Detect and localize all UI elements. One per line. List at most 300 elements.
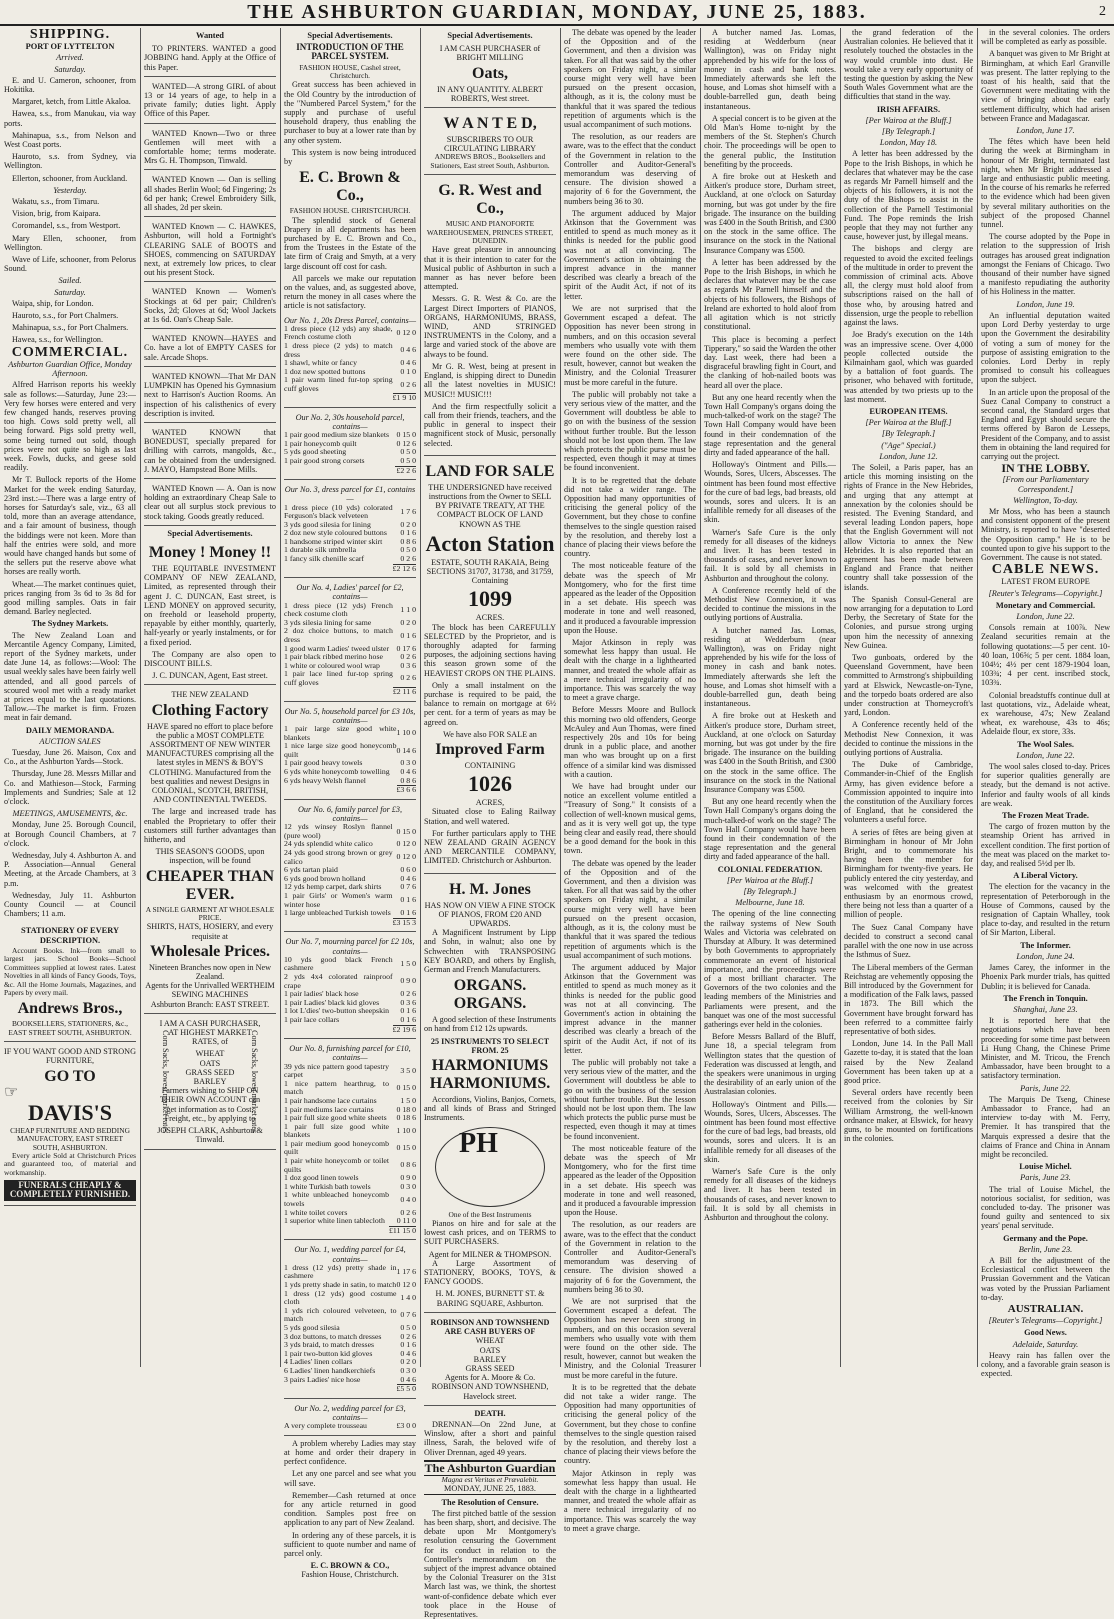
parcel-title: Our No. 3, dress parcel for £1, contains— — [284, 485, 416, 504]
wanted-ad: WANTED Known—Two or three Gentlemen will meet with a comfortable home; terms moderate. Mrs G. H. Thompson, Tinwald. — [144, 127, 276, 171]
cable-topic: The Informer. — [1020, 940, 1071, 950]
parcel-block — [284, 705, 416, 800]
editorial-text: The debate was opened by the leader of the Opposition and of the Government, and then a division was taken. For all that was said by the other speakers on Friday night, a similar course might very well have been pursued on the present occasion, although, as it is, the colony must be thankful that it was spared the tedious repetition of arguments which is the usual accompaniment of such motions. — [564, 28, 696, 130]
price-item: 4 Ladies' linen collars — [284, 1357, 353, 1367]
news-text: The course adopted by the Pope in relation to the suppression of Irish outrages has aroused great indignation amongst the Fenians of Chicago. Two thousand of their number have signed a manifesto repudiating the authority of his Holiness in the matter. — [981, 232, 1110, 297]
news-text: Holloway's Ointment and Pills.—Wounds, Sores, Ulcers, Abscesses. The ointment has been found most effective for the cure of bad legs, bad breasts, old wounds, sores and ulcers. It is an infallible remedy for all diseases of the skin. — [704, 460, 836, 525]
price-value: 0 2 6 — [400, 379, 416, 389]
news-text: A fire broke out at Hesketh and Aitken's produce store, Durham street, Auckland, at one o'clock on Saturday morning, but was got under by the fire brigade. The insurance on the building was £400 in the South British, and £300 on the stock in the same office. The insurance on the stock in the National Insurance Company was £500. — [704, 711, 836, 795]
dateline: London, June 24. — [1016, 951, 1075, 961]
davis-intro: IF YOU WANT GOOD AND STRONG FURNITURE, — [4, 1047, 136, 1066]
price-item: 1 pair white honeycomb or toilet quilts — [284, 1156, 389, 1174]
land-text: Situated close to Ealing Railway Station, and well watered. — [424, 807, 556, 826]
special-heading: Special Advertisements. — [307, 31, 393, 40]
instruments-line: 25 INSTRUMENTS TO SELECT FROM. 25 — [430, 1036, 550, 1055]
price-value: 0 4 6 — [400, 1374, 416, 1384]
wanted-ad: WANTED KNOWN that BONEDUST, specially prepared for drilling with carrots, mangolds, &c., can be obtained from the undersigned. J. MAYO, Hampstead Bone Mills. — [144, 426, 276, 479]
wholesale-heading: Wholesale Prices. — [150, 942, 270, 960]
price-total: £5 5 0 — [396, 1384, 416, 1394]
price-value: 1 10 0 — [396, 728, 416, 738]
stationery-ad — [4, 921, 136, 1042]
price-item: 3 pairs Ladies' nice hose — [284, 1374, 361, 1384]
death-text: DRENNAN—On 22nd June, at Winslow, after a short and painful illness, Sarah, the beloved wife of Oliver Drennan, aged 49 years. — [424, 1419, 556, 1457]
clark-ad — [144, 1017, 276, 1150]
davis-address: CHEAP FURNITURE AND BEDDING MANUFACTORY, EAST STREET SOUTH, ASHBURTON. — [10, 1125, 130, 1152]
price-item: 12 yds hemp carpet, dark shirts — [284, 882, 382, 892]
price-value: 0 15 0 — [396, 430, 416, 440]
telegraph-label: [By Telegraph.] — [881, 429, 936, 439]
news-text: The Marquis De Tseng, Chinese Ambassador to France, had an interview to-day with M. Ferry, Premier. It has transpired that the Marquis expressed a desire that the claims of France and China in Annam might be reconciled. — [981, 1094, 1110, 1159]
wanted-ad: WANTED Known — C. HAWKES, Ashburton, will hold a Fortnight's CLEARING SALE of BOOTS and SHOES, commencing on SATURDAY next, at extremely low prices, to clear out his present Stock. — [144, 220, 276, 282]
land-text: CONTAINING — [464, 760, 516, 770]
news-text: An influential deputation waited upon Lord Derby yesterday to urge upon the Government the desirability of voting a sum of money for the purpose of assisting emigration to the colonies. Lord Derby in reply promised to consult his colleagues upon the subject. — [981, 310, 1110, 385]
price-table — [284, 431, 416, 475]
land-text: THE UNDERSIGNED have received instructions from the Owner to SELL BY PRIVATE TREATY, AT THE COMPACT BLOCK OF LAND KNOWN AS THE — [428, 482, 552, 529]
price-value: 0 2 6 — [400, 1331, 416, 1341]
clothing-text: The large and increased trade has enabled the Proprietary to offer their customers still further advantages than hitherto, and — [144, 807, 276, 845]
parcel-block — [284, 483, 416, 578]
news-text: Holloway's Ointment and Pills.—Wounds, Sores, Ulcers, Abscesses. The ointment has been found most effective for the cure of bad legs, bad breasts, old wounds, sores and ulcers. It is an infallible remedy for all diseases of the skin. — [704, 1099, 836, 1164]
australian-heading: AUSTRALIAN. — [1007, 1303, 1084, 1315]
meetings-heading: MEETINGS, AMUSEMENTS, &c. — [12, 809, 128, 819]
memo-item: Wednesday, July 4. Ashburton A. and P. Association—Annual General Meeting, at the Arcade Chambers, at 3 p.m. — [4, 851, 136, 888]
price-item: 1 dress (12 yds) good costume cloth — [284, 1288, 397, 1307]
price-value: 0 5 0 — [400, 447, 416, 457]
price-value: 0 15 0 — [396, 826, 416, 836]
price-value: 0 2 0 — [400, 519, 416, 529]
column-7 — [840, 28, 977, 1367]
price-row — [284, 1191, 416, 1208]
acres-label: ACRES, — [475, 798, 505, 808]
jones-text: H. M. JONES, BURNETT ST. & BARING SQUARE, Ashburton. — [435, 1289, 545, 1308]
shipping-item: Coromandel, s.s., from Westport. — [12, 221, 121, 231]
page-number: 2 — [1099, 4, 1106, 19]
price-total-label — [284, 786, 397, 795]
commercial-heading: COMMERCIAL. — [11, 344, 129, 360]
day-label: Saturday. — [54, 287, 86, 297]
price-value: 0 9 0 — [400, 976, 416, 986]
memo-item: Thursday, June 28. Messrs Millar and Co. and Mathieson—Stock, Farming Implements and Sundries; Sale at 12 o'clock. — [4, 769, 136, 807]
music-ad — [424, 178, 556, 455]
cable-heading: CABLE NEWS. — [991, 562, 1100, 578]
telegraph-label: [By Telegraph.] — [881, 127, 936, 137]
price-item: 1 nice large size good honeycomb quilt — [284, 741, 397, 759]
price-value: 0 3 0 — [400, 758, 416, 768]
cable-topic: The French in Tonquin. — [1003, 993, 1088, 1003]
price-item: 1 superior white linen tablecloth — [284, 1216, 385, 1226]
dateline: Adelaide, Saturday. — [1012, 1339, 1079, 1349]
price-item: 1 pair mediums lace curtains — [284, 1104, 374, 1114]
parcel-title: Our No. 7, mourning parcel for £2 10s, contains— — [285, 937, 415, 956]
clothing-text: Agents for the Unrivalled WERTHEIM SEWING MACHINES — [145, 981, 275, 1000]
price-item: 1 pair black ribbed merino hose — [284, 652, 383, 662]
price-item: 24 yds good strong brown or grey calico — [284, 848, 393, 866]
grain-item: OATS — [199, 1058, 221, 1068]
land-text: We have also FOR SALE an — [443, 729, 537, 739]
news-text: Consols remain at 100⅞. New Zealand securities remain at the following quotations:—5 per cent. 10-40 loan, 106⅝; 5 per cent. 1884 loan, 104½; 4½ per cent 1879-1904 loan, 103¾; 4 per cent. inscribed stock, 103¾. — [981, 623, 1110, 688]
brown-heading: E. C. Brown & Co., — [299, 169, 401, 205]
jones-text: HAS NOW ON VIEW A FINE STOCK OF PIANOS, FROM £20 AND UPWARDS. — [424, 900, 556, 929]
parcel-text: The splendid stock of General Drapery in all departments has been purchased by E. C. Brown and Co., from the Trustees in the Estate of the late firm of Craig and Smyth, at a very large discount off cost for cash. — [284, 215, 416, 271]
price-item: 1 pair lace collars — [284, 1015, 340, 1025]
news-text: James Carey, the informer in the Phoenix Park murder trials, has quitted Dublin; it is believed for Canada. — [981, 963, 1110, 991]
cable-topic: The Frozen Meat Trade. — [1002, 811, 1089, 821]
news-text: The trial of Louise Michel, the notorious socialist, for sedition, was concluded to-day. The prisoner was found guilty and sentenced to six years' penal servitude. — [981, 1184, 1110, 1231]
price-item: 1 pair ladies' black hose — [284, 989, 359, 999]
irish-sub: [Per Wairoa at the Bluff.] — [865, 115, 952, 125]
price-total: £3 15 3 — [392, 917, 416, 927]
price-total-row — [284, 1025, 416, 1034]
shipping-item: Mary Ellen, schooner, from Wellington. — [4, 233, 136, 252]
land-ad — [424, 459, 556, 874]
price-item: 6 Ladies' linen handkerchiefs — [284, 1365, 376, 1375]
price-value: 0 12 0 — [396, 852, 416, 862]
stationery-heading: STATIONERY OF EVERY DESCRIPTION. — [20, 926, 120, 945]
price-row — [284, 909, 416, 918]
price-item: 2 doz new style coloured buttons — [284, 528, 387, 538]
west-sub: MUSIC AND PIANOFORTE WAREHOUSEMEN, PRINCES STREET, DUNEDIN. — [426, 219, 554, 246]
price-table — [284, 602, 416, 697]
price-total-row — [284, 688, 416, 697]
price-item: 1 pair full size good white blankets — [284, 1121, 389, 1140]
price-row — [284, 1080, 416, 1097]
jones-text: One of the Best Instruments — [448, 1209, 532, 1219]
price-item: 1 shawl, white or fancy — [284, 358, 357, 368]
commercial-para: Mr T. Bullock reports of the Home Market for the week ending Saturday, 23rd inst.:—There was a large entry of horses for Saturday's sale, viz., 63 all told, more than an average attendance, and a fair amount of business, though the biddings were not keen. More than half the entries were sold, and more would have changed hands but some of the sellers put the reserve above what horses are really worth. — [4, 475, 136, 577]
price-total-label — [284, 688, 393, 697]
acton-heading: Acton Station — [425, 530, 555, 556]
price-value: 0 4 6 — [400, 873, 416, 883]
shipping-item: Wakatu, s.s., from Timaru. — [12, 197, 100, 207]
parcel-title: Our No. 1, 20s Dress Parcel, contains— — [284, 315, 416, 325]
organs-heading: ORGANS. ORGANS. — [453, 977, 527, 1013]
sailed-label: Sailed. — [58, 276, 82, 286]
grain-item: GRASS SEED — [185, 1067, 235, 1077]
price-table — [284, 1063, 416, 1236]
day-label: Yesterday. — [53, 185, 87, 195]
column-6 — [700, 28, 840, 1367]
improved-heading: Improved Farm — [435, 740, 545, 758]
price-item: 2 doz choice buttons, to match dress — [284, 626, 393, 645]
parcel-text: This system is now being introduced by — [284, 147, 416, 167]
west-text: And the firm respectfully solicit a call from their friends, teachers, and the public in general to inspect their magnificent stock of Music, personally selected. — [424, 401, 556, 448]
price-value: 0 1 6 — [400, 528, 416, 538]
price-total: £3 6 6 — [396, 785, 416, 795]
news-text: Several orders have recently been received from the colonies by Sir William Armstrong, the well-known ordnance maker, at Elswick, for heavy guns, to be mounted on fortifications in the colonies. — [844, 1088, 973, 1144]
price-total-row — [284, 1226, 416, 1235]
parcel-title: Our No. 6, family parcel for £3, contains— — [297, 804, 403, 824]
editorial-text: We are not surprised that the Government escaped a defeat. The Opposition has never been strong in numbers, and on this occasion several members who usually vote with them were found on the other side. The result, however, cannot but weaken the Ministry, and the Colonial Treasurer must be more careful in the future. — [564, 1297, 696, 1380]
clark-name: JOSEPH CLARK, Ashburton & Tinwald. — [157, 1126, 263, 1145]
dateline: Berlin, June 23. — [1018, 1244, 1073, 1254]
federation-heading: COLONIAL FEDERATION. — [717, 864, 823, 874]
price-row — [284, 1157, 416, 1174]
federation-sub: [Per Wairoa at the Bluff.] — [726, 875, 814, 885]
news-text: London, June 14. In the Pall Mall Gazette to-day, it is stated that the loan raised by the New Zealand Government has been taken up at a good price. — [844, 1039, 973, 1085]
news-text: A Conference recently held of the Methodist New Connexion, it was decided to continue the missions in the outlying portions of Australia. — [704, 585, 836, 623]
price-item: 1 pair lace lined fur-top spring cuff gloves — [284, 669, 393, 688]
shipping-item: Wave of Life, schooner, from Pelorus Sound. — [4, 255, 136, 274]
cable-sub: LATEST FROM EUROPE — [1001, 577, 1090, 587]
land-text: Only a small instalment on the purchase is required to be paid, the balance to remain on mortgage at 6½ per cent. for a term of years as may be agreed on. — [424, 680, 556, 727]
money-agent: J. C. DUNCAN, Agent, East street. — [152, 671, 268, 681]
lobby-heading: IN THE LOBBY. — [1001, 461, 1090, 476]
price-row — [284, 376, 416, 393]
andrews-heading: Andrews Bros., — [17, 1000, 123, 1018]
news-text: A butcher named Jas. Lomas, residing at Wedderburn (near Wallington), was on Friday night apprehended by his wife for the loss of money in cash and bank notes. Immediately afterwards she left the house, and Lomas shot himself with a double-barrelled gun, death being instantaneous. — [704, 625, 836, 709]
price-item: 1 pair full size good white sheets — [284, 1113, 387, 1123]
shipping-item: Vision, brig, from Kaipara. — [12, 209, 101, 219]
news-text: Warner's Safe Cure is the only remedy for all diseases of the kidneys and liver. It has been tested in thousands of cases, and never known to fail. It is sold by all chemists in Ashburton and throughout the colony. — [704, 1166, 836, 1222]
special-heading: Special Advertisements. — [447, 31, 533, 40]
shipping-item: Hauroto, s.s. from Sydney, via Wellington. — [4, 152, 136, 171]
price-value: 0 18 0 — [396, 1104, 416, 1114]
price-total: £2 12 6 — [392, 563, 416, 573]
acres-label: ACRES. — [475, 613, 505, 623]
dateline: London, June 19. — [1016, 299, 1075, 309]
library-text: SUBSCRIBERS TO OUR CIRCULATING LIBRARY — [443, 135, 537, 154]
editorial-text: It is to be regretted that the debate did not take a wider range. The Opposition had many opportunities of criticising the general policy of the Government, but they chose to confine themselves to the single question raised by the resolution, and thereby lost a chance of placing their views before the country. — [564, 475, 696, 559]
price-total-row — [284, 918, 416, 927]
price-item: 1 pair honeycomb quilt — [284, 438, 357, 448]
price-value: 0 12 6 — [396, 438, 416, 448]
cable-topic: Monetary and Commercial. — [995, 600, 1096, 610]
price-value: 3 5 0 — [400, 1065, 416, 1075]
commercial-sub: Ashburton Guardian Office, Monday Afternoon. — [8, 359, 132, 379]
emblem-letters: PH — [459, 1127, 498, 1159]
price-item: 1 pair Ladies' black kid gloves — [284, 997, 380, 1007]
parcel-text: All parcels we make our reputation on the values, and, as suggested above, return the money in all cases where the article is not satisfactory. — [284, 273, 416, 311]
commercial-para: Alfred Harrison reports his weekly sale as follows:—Saturday, June 23:—Very few horses were entered and very few changed hands, reserves proving too high. Cows sold pretty well, all being forward. Pigs sold pretty well, some being turned out sold, though prices were not quite so high as last week. Fowls, ducks, and geese sold readily. — [4, 380, 136, 473]
price-item: 3 yds good silesia for lining — [284, 519, 371, 529]
price-total-row — [284, 394, 416, 403]
dateline: Wellington, To-day. — [1013, 495, 1078, 505]
price-table — [284, 325, 416, 403]
money-text: The Company are also open to DISCOUNT BILLS. — [144, 649, 276, 668]
price-value: 1 5 0 — [400, 1095, 416, 1105]
clothing-heading: Clothing Factory — [151, 701, 269, 719]
price-item: 1 dress piece (10 yds) colorated Ferguson's black velveteen — [284, 502, 393, 521]
shipping-item: Hauroto, s.s., for Port Chalmers. — [12, 311, 119, 321]
parcel-list — [284, 314, 416, 1436]
price-value: 0 1 6 — [400, 1006, 416, 1016]
wanted-ad: WANTED Known — A. Oan is now holding an extraordinary Cheap Sale to clear out all surplus stock previous to stock taking. Goods greatly reduced. — [144, 482, 276, 526]
oats-heading: Oats, — [472, 64, 508, 82]
cable-topic: Germany and the Pope. — [1003, 1233, 1088, 1243]
news-text: A series of fêtes are being given at Birmingham in honour of Mr John Bright, and to commemorate his having been the member for Birmingham for twenty-five years. He publicly entered the city yesterday, and was welcomed with the greatest enthusiasm by an enormous crowd, there being not less than a quarter of a million of people. — [844, 827, 973, 920]
column-1 — [0, 28, 140, 1367]
price-row — [284, 670, 416, 687]
parcel-heading: INTRODUCTION OF THE PARCEL SYSTEM. — [296, 42, 404, 62]
price-value: 0 5 0 — [400, 1322, 416, 1332]
price-item: 5 yds good sheeting — [284, 447, 347, 457]
price-value: 0 7 6 — [400, 1310, 416, 1320]
column-8 — [977, 28, 1114, 1379]
price-item: 3 yds silesia lining for same — [284, 617, 372, 627]
price-value: 0 11 0 — [396, 1216, 416, 1226]
price-value: 0 1 6 — [400, 908, 416, 918]
news-text: Colonial breadstuffs continue dull at last quotations, viz., Adelaide wheat, ex warehouse, 47s; New Zealand wheat, ex warehouse, 43s to 46s; Adelaide flour, ex store, 33s. — [981, 690, 1110, 737]
news-text: The Suez Canal Company have decided to construct a second canal parallel with the one now in use across the Isthmus of Suez. — [844, 922, 973, 960]
price-item: 1 durable silk umbrella — [284, 545, 357, 555]
price-value: 0 15 0 — [396, 1143, 416, 1153]
price-value: 0 1 6 — [400, 1340, 416, 1350]
price-table — [284, 823, 416, 927]
news-text: The Duke of Cambridge, Commander-in-Chief of the English Army, has given evidence before a Commission appointed to inquire into the constitution of the Auxiliary forces of England, that he considered the volunteers a useful force. — [844, 760, 973, 825]
column-2 — [140, 28, 280, 1367]
news-text: A special concert is to be given at the Old Man's Home to-night by the members of the St. Stephen's Church choir. The proceedings will be open to the general public, the Institution benefiting by the proceeds. — [704, 113, 836, 169]
price-row — [284, 555, 416, 564]
price-table — [284, 504, 416, 574]
clothing-text: Ashburton Branch: EAST STREET. — [150, 999, 270, 1009]
price-value: 0 17 6 — [396, 643, 416, 653]
news-text: The fêtes which have been held during the week at Birmingham in honour of Mr Bright, terminated last night, when Mr Bright addressed a large and enthusiastic public meeting. In the course of his remarks he referred to the evidence which had been given by several military authorities on the subject of the proposed Channel tunnel. — [981, 137, 1110, 230]
shipping-item: Margaret, ketch, from Little Akaloa. — [12, 97, 131, 107]
wanted-ad: WANTED Known — Oan is selling all shades Berlin Wool; 6d Fingering; 2s 6d per hank; Crewel Embroidery Silk, all shades, 2d per skein. — [144, 173, 276, 217]
price-item: 1 fancy silk chenille scarf — [284, 554, 365, 564]
news-text: A letter has been addressed by the Pope to the Irish Bishops, in which he declares that whatever may be the case as regards Mr Parnell himself and the objects of his followers, it is not the duty of the Bishops to assist in the collection of the Parnell Testimonial Fund. The Pope reminds the Irish people that they may not further any cause, however just, by illegal means. — [844, 149, 973, 242]
price-value: 0 12 0 — [396, 1280, 416, 1290]
price-total-row — [284, 786, 416, 795]
price-item: 1 pair handsome lace curtains — [284, 1095, 377, 1105]
price-item: 1 nice pattern hearthrug, to match — [284, 1078, 389, 1097]
money-ad — [144, 540, 276, 685]
news-text: the grand federation of the Australian colonies. He believed that it resolutely touched the obstacles in the way would crumble into dust. He would take a very early opportunity of testing the question by asking the New South Wales Government what are the difficulties that stand in the way. — [844, 28, 973, 102]
price-item: 1 dress piece (12 yds) any shade, French costume cloth — [284, 323, 393, 342]
price-item: 1 dress piece (12 yds) French check costume cloth — [284, 600, 393, 619]
editorial-text: We have had brought under our notice an excellent volume entitled a "Treasury of Song." It consists of a collection of well-known musical gems, and as it is very well got up, the type being clear and easily read, there should be a good demand for the book in this town. — [564, 782, 696, 856]
oats-ad — [424, 42, 556, 108]
land-text: For further particulars apply to THE NEW ZEALAND GRAIN AGENCY AND MERCANTILE COMPANY, LIMITED. Christchurch or Ashburton. — [424, 828, 556, 866]
price-value: £3 0 0 — [396, 1421, 416, 1431]
price-total-label — [284, 1226, 389, 1235]
special-label: ("Age" Special.) — [881, 440, 936, 450]
andrews-address: BOOKSELLERS, STATIONERS, &c., EAST STREET SOUTH, ASHBURTON. — [8, 1019, 132, 1037]
price-table — [284, 725, 416, 795]
acres-number: 1026 — [468, 771, 512, 797]
news-text: The bishops and clergy are requested to avoid the excited feelings of the multitude in order to prevent the commission of criminal acts. Above all, the clergy must hold aloof from subscriptions raised on the hall of those who, by arousing hatred and dissension, urge the people to rebellion against the laws. — [844, 244, 973, 328]
acres-number: 1099 — [468, 586, 512, 612]
wanted-ad: WANTED—A strong GIRL of about 13 or 14 years of age, to help in a private family; duties light. Apply Office of this Paper. — [144, 80, 276, 124]
editorial-text: The most noticeable feature of the debate was the speech of Mr Montgomery, who for the first time appeared as the leader of the Opposition in a set debate. His speech was moderate in tone and well reasoned, and it produced a favourable impression upon the House. — [564, 561, 696, 635]
news-text: The wool sales closed to-day. Prices for superior qualities generally are steady, but the demand is not active. Inferior and faulty wools of all kinds are weak. — [981, 762, 1110, 808]
pointing-hand-icon: ☞ — [4, 1083, 19, 1101]
price-item: 1 pair large size good white blankets — [284, 724, 397, 742]
price-item: 39 yds nice pattern good tapestry carpet — [284, 1061, 389, 1080]
price-item: 6 yds heavy Welsh flannel — [284, 775, 366, 785]
price-row — [284, 1290, 416, 1307]
clothing-ad — [144, 688, 276, 1013]
parcel-block — [284, 1243, 416, 1398]
price-total-label — [284, 466, 395, 475]
editorial-text: The resolution, as our readers are aware, was to the effect that the conduct of the Government in relation to the Controller and Auditor-General's memorandum was deserving of censure. The division showed a majority of 6 for the Government, the numbers being 36 to 30. — [564, 132, 696, 206]
stationery-text: Account Books. Ink—from small to largest jars. School Books—School Committees supplied at lowest rates. Latest Novelties in all kinds of Fancy Goods, Toys, &c. All the Home Journals, Magazines, and Papers by every mail. — [4, 945, 136, 997]
parcel-text: Great success has been achieved in the Old Country by the introduction of the "Numbered Parcel System," for the supply and purchase of useful household drapery, thus enabling the purchaser to buy at a lower rate than by any other system. — [284, 80, 416, 145]
special-heading: Special Advertisements. — [167, 528, 253, 538]
price-value: 0 8 6 — [400, 1160, 416, 1170]
price-item: 1 yds rich coloured velveteen, to match — [284, 1305, 397, 1324]
clothing-text: HAVE spared no effort to place before the public a MOST COMPLETE ASSORTMENT OF NEW WINTER MANUFACTURES comprising all the latest styles in MEN'S & BOY'S CLOTHING. Manufactured from the best qualities and newest Designs in COLONIAL, SCOTCH, BRITISH, AND CONTINENTAL TWEEDS. — [146, 721, 274, 805]
parcel-title: Our No. 2, 30s household parcel, contains— — [295, 412, 405, 431]
west-text: Have great pleasure in announcing that it is their intention to cater for the Musical public of Ashburton in such a manner as has never before been attempted. — [424, 245, 556, 292]
dateline: London, June 22. — [1016, 750, 1075, 760]
price-item: 10 yds good black French cashmere — [284, 954, 393, 973]
column-4 — [420, 28, 560, 1619]
editorial-heading: The Resolution of Censure. — [441, 1497, 539, 1507]
price-item: 1 pair two-button kid gloves — [284, 1348, 373, 1358]
price-row — [284, 627, 416, 644]
news-text: Heavy rain has fallen over the colony, and a favorable grain season is expected. — [981, 1350, 1110, 1379]
price-value: 1 17 6 — [396, 1267, 416, 1277]
piano-emblem — [435, 1127, 545, 1207]
masthead — [0, 0, 1114, 26]
price-value: 0 12 0 — [396, 839, 416, 849]
shipping-item: Hawea, s.s., for Wellington. — [12, 335, 104, 345]
news-text: Joe Brady's execution on the 14th was an impressive scene. Over 4,000 people collected outside the Kilmainham gaol, which was guarded by a battalion of foot guards. The prisoner, who behaved with fortitude, was attended by two priests up to the last moment. — [844, 330, 973, 404]
european-sub: [Per Wairoa at the Bluff.] — [865, 418, 952, 428]
news-text: A banquet was given to Mr Bright at Birmingham, at which Earl Granville was present. The latter replying to the toast of his health, said that the Government were meditating with the view of bringing about the early settlement difficulty, which had arisen between France and Madagascar. — [981, 49, 1110, 123]
price-total: £2 19 6 — [392, 1024, 416, 1034]
price-value: 1 1 0 — [400, 604, 416, 614]
editorial-text: We are not surprised that the Government escaped a defeat. The Opposition has never been strong in numbers, and on this occasion several members who usually vote with them were found on the other side. The result, however, cannot but weaken the Ministry, and the Colonial Treasurer must be more careful in the future. — [564, 303, 696, 387]
davis-ad — [4, 1045, 136, 1205]
price-value: 0 3 0 — [400, 1365, 416, 1375]
wanted-ad: TO PRINTERS. WANTED a good JOBBING hand. Apply at the Office of this Paper. — [144, 42, 276, 77]
price-value: 0 7 6 — [400, 882, 416, 892]
guardian-date: MONDAY, JUNE 25, 1883. — [424, 1484, 556, 1494]
news-text: A Bill for the adjustment of the Ecclesiastical conflict between the Prussian Government and the Vatican was voted by the Prussian Parliament to-day. — [981, 1255, 1110, 1302]
parcel-block — [284, 1042, 416, 1240]
price-item: 1 doz good linen towels — [284, 1173, 359, 1183]
dateline: London, June 22. — [1016, 611, 1075, 621]
masthead-title: THE ASHBURTON GUARDIAN, MONDAY, JUNE 25, 1883. — [247, 0, 867, 23]
news-text: Two gunboats, ordered by the Queensland Government, have been committed to Armstrong's shipbuilding yard at Elswick, Newcastle-on-Tyne, and the torpedo boats ordered are also under construction at Thorneycroft's yard, London. — [844, 653, 973, 718]
shipping-heading: SHIPPING. — [29, 27, 111, 42]
guardian-masthead: The Ashburton Guardian — [424, 1460, 556, 1475]
news-text: A Conference recently held of the Methodist New Connexion, it was decided to continue the missions in the outlying portions of Australia. — [844, 720, 973, 758]
jones-text: A Large Assortment of STATIONERY, BOOKS, TOYS, & FANCY GOODS. — [424, 1258, 556, 1287]
west-text: Messrs. G. R. West & Co. are the Largest Direct Importers of PIANOS, ORGANS, HARMONIUMS, BRASS, WIND, AND STRINGED INSTRUMENTS in the Colony, and a large and varied stock of the above are always to be found. — [424, 294, 556, 359]
brown-footer-address: Fashion House, Christchurch. — [301, 1570, 399, 1580]
dateline: Paris, June 22. — [1020, 1083, 1071, 1093]
land-text: ESTATE, SOUTH RAKAIA, Being SECTIONS 31707, 31738, and 31759, Containing — [426, 557, 554, 586]
price-row — [284, 1217, 416, 1226]
news-text: It is reported here that the negotiations which have been proceeding for some time past between Li Hung Chang, the Chinese Prime Minister, and M. Tricou, the French Ambassador, have been brought to a satisfactory termination. — [981, 1016, 1110, 1081]
parcel-block — [284, 411, 416, 480]
lobby-sub: [From our Parliamentary Correspondent.] — [1002, 475, 1089, 494]
price-item: 1 white unbleached honeycomb towels — [284, 1190, 389, 1209]
guardian-motto: Magna est Veritas et Prævalebit. — [441, 1474, 539, 1484]
cable-topic: The Wool Sales. — [1017, 739, 1074, 749]
price-row — [284, 1123, 416, 1140]
grain-item: OATS — [479, 1345, 501, 1355]
dateline: London, May 18. — [879, 138, 938, 148]
editorial-text: It is to be regretted that the debate did not take a wider range. The Opposition had many opportunities of criticising the general policy of the Government, but they chose to confine themselves to the single question raised by the resolution, and thereby lost a chance of placing their views before the country. — [564, 1382, 696, 1466]
parcel-title: Our No. 2, wedding parcel for £3, contains— — [294, 1403, 406, 1422]
price-value: 0 4 6 — [400, 345, 416, 355]
shipping-item: Hawea, s.s., from Manukau, via way ports. — [4, 109, 136, 128]
price-item: 2 yds 4x4 colorated rainproof crape — [284, 971, 393, 990]
dateline: London, June 12. — [879, 451, 938, 461]
robinson-text: Agents for A. Moore & Co. — [444, 1373, 536, 1383]
price-item: 1 dress piece (2 yds) to match dress — [284, 341, 393, 359]
price-row — [284, 1307, 416, 1324]
price-table — [284, 1264, 416, 1394]
price-row — [284, 457, 416, 466]
harmonium-heading: HARMONIUMS HARMONIUMS. — [429, 1057, 551, 1093]
price-total-label — [284, 564, 393, 573]
funerals-banner: FUNERALS CHEAPLY & COMPLETELY FURNISHED. — [4, 1180, 136, 1200]
